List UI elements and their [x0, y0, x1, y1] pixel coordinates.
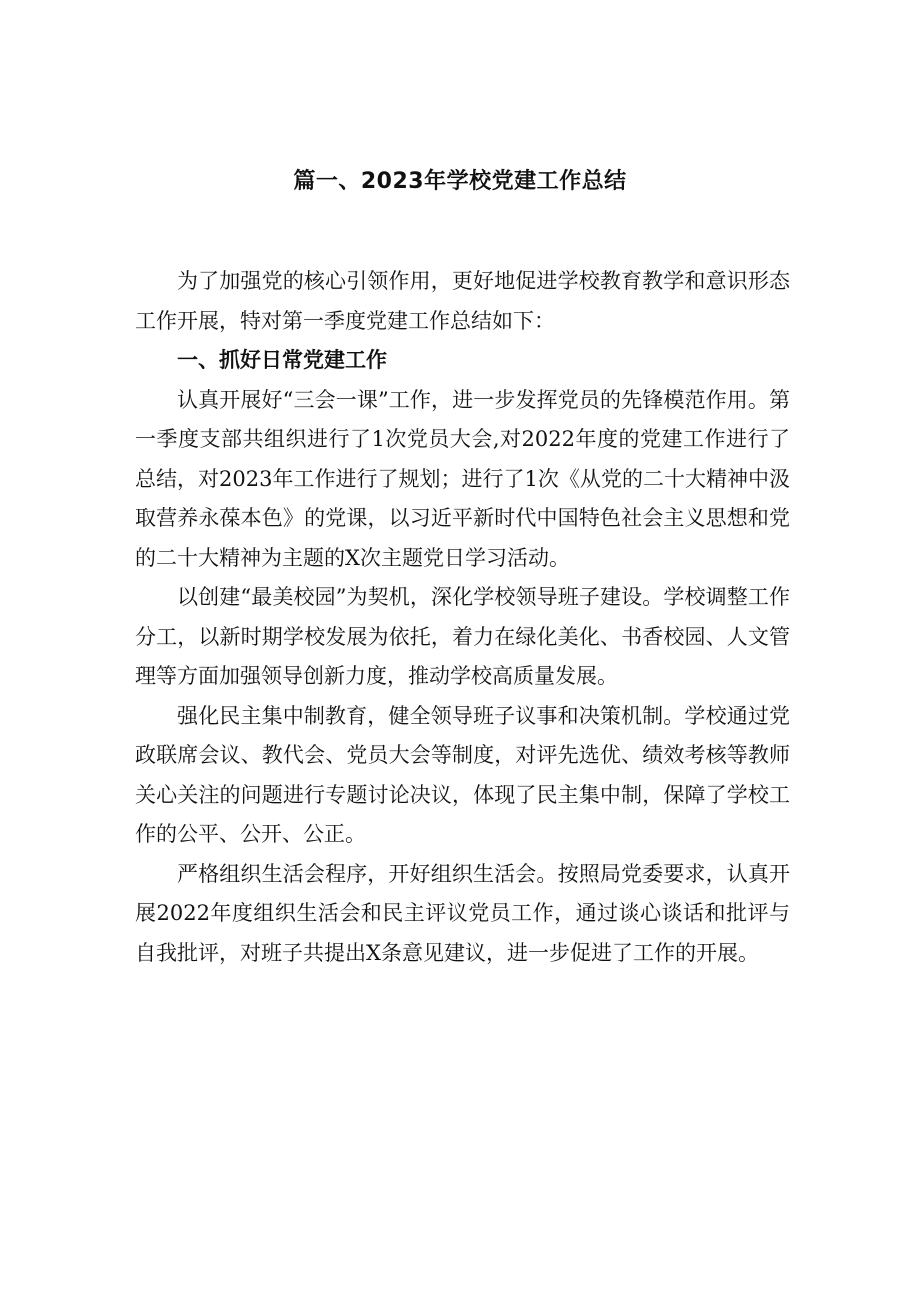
document-body	[135, 262, 790, 973]
body-paragraph: 认真开展好“三会一课”工作，进一步发挥党员的先锋模范作用。第一季度支部共组织进行了1次党员大会,对2022年度的党建工作进行了总结，对2023年工作进行了规划；进行了1次《从党的二十大精神中汲取营养永葆本色》的党课，以习近平新时代中国特色社会主义思想和党的二十大精神为主题的X次主题党日学习活动。	[135, 387, 790, 570]
body-paragraph: 强化民主集中制教育，健全领导班子议事和决策机制。学校通过党政联席会议、教代会、党员大会等制度，对评先选优、绩效考核等教师关心关注的问题进行专题讨论决议，体现了民主集中制，保障了学校工作的公平、公开、公正。	[135, 703, 790, 846]
intro-paragraph: 为了加强党的核心引领作用，更好地促进学校教育教学和意识形态工作开展，特对第一季度党建工作总结如下：	[135, 269, 790, 333]
body-paragraph: 严格组织生活会程序，开好组织生活会。按照局党委要求，认真开展2022年度组织生活会和民主评议党员工作，通过谈心谈话和批评与自我批评，对班子共提出X条意见建议，进一步促进了工作的开展。	[135, 861, 790, 965]
document-title: 篇一、2023年学校党建工作总结	[293, 169, 627, 194]
section-heading: 一、抓好日常党建工作	[177, 348, 387, 372]
body-paragraph: 以创建“最美校园”为契机，深化学校领导班子建设。学校调整工作分工，以新时期学校发展为依托，着力在绿化美化、书香校园、人文管理等方面加强领导创新力度，推动学校高质量发展。	[135, 585, 790, 688]
